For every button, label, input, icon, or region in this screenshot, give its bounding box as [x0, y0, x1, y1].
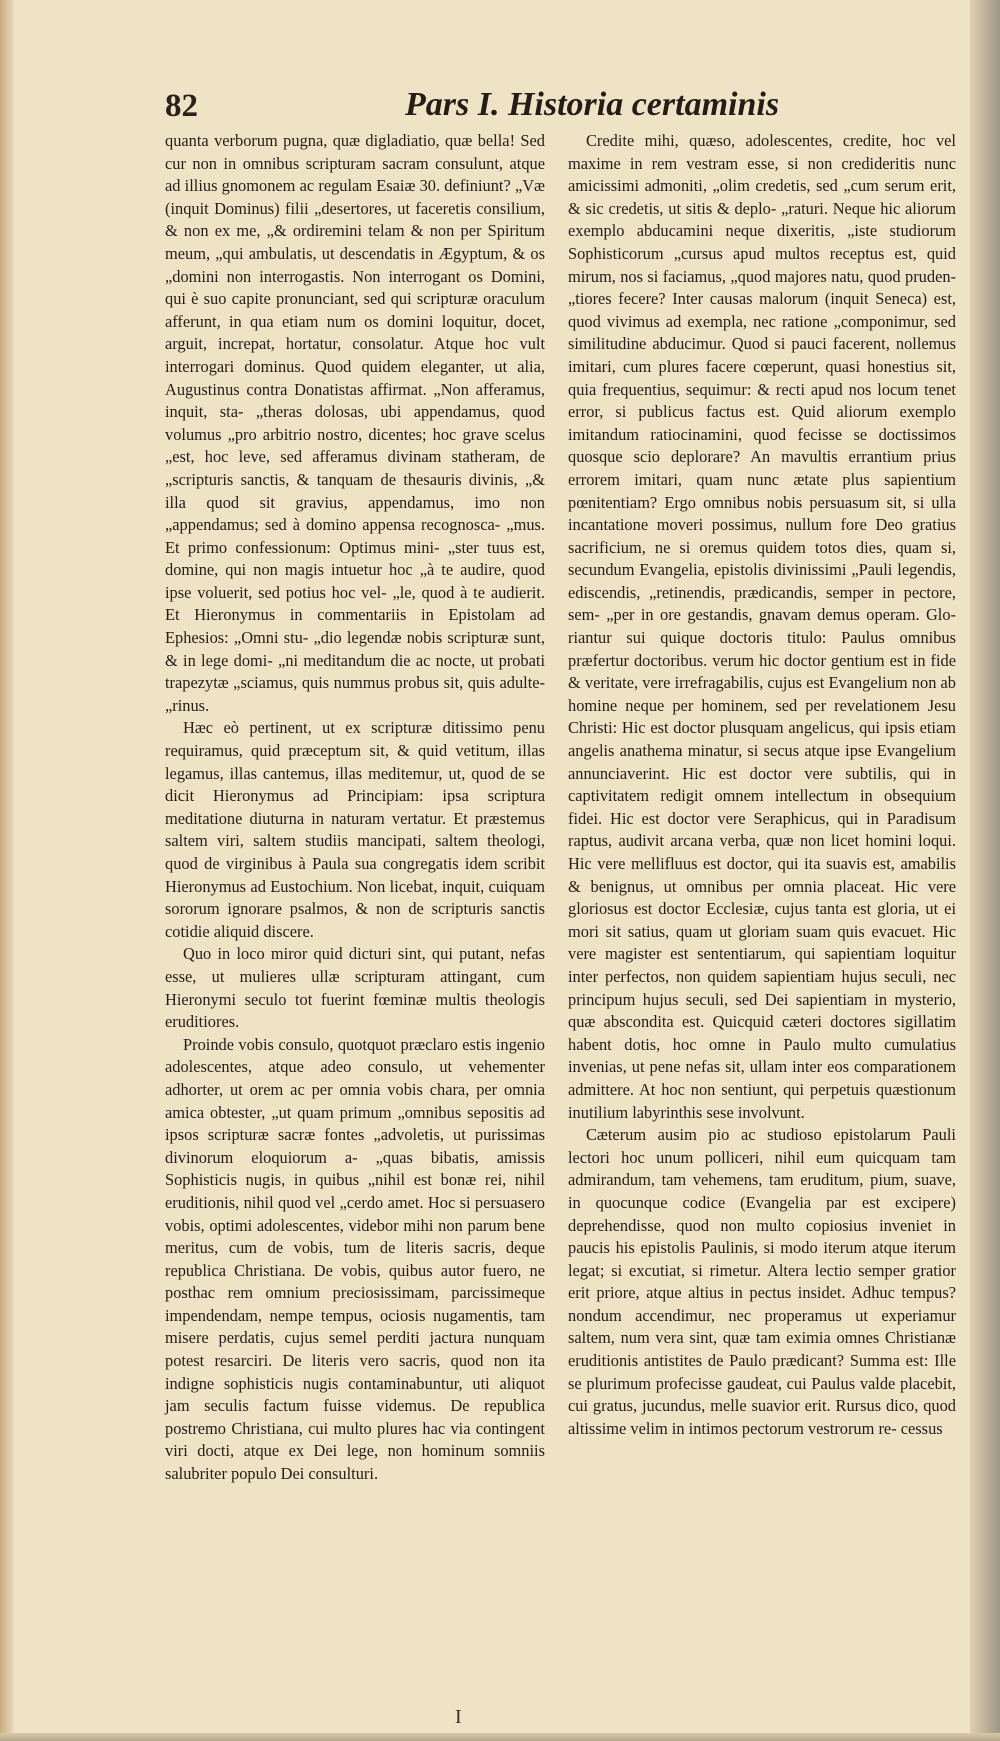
- paragraph: Hæc eò pertinent, ut ex scripturæ ditissimo penu requiramus, quid præceptum sit, & quid vetitum, illas legamus, illas cantemus, illas meditemur, ut, quod de se dicit Hieronymus ad Principiam: ipsa scriptura meditatione diuturna in naturam vertatur. Et præstemus saltem viri, saltem studiis mancipati, saltem theologi, quod de virginibus à Paula sua congregatis idem scribit Hieronymus ad Eustochium. Non licebat, inquit, cuiquam sororum ignorare psalmos, & non de scripturis sanctis cotidie aliquid discere.: [165, 718, 545, 941]
- paragraph: quanta verborum pugna, quæ digladiatio, quæ bella! Sed cur non in omnibus scripturam sacram consulunt, atque ad illius gnomonem ac regulam Esaiæ 30. definiunt? „Væ (inquit Dominus) filii „desertores, ut faceretis consilium, & non ex me, „& ordiremini telam & non per Spiritum meum, „qui ambulatis, ut descendatis in Ægyptum, & os „domini non interrogastis. Non interrogant os Domini, qui è suo capite pronunciant, sed qui scripturæ oraculum afferunt, in qua etiam num os domini loquitur, docet, arguit, increpat, hortatur, consolatur. Atque hoc vult interrogari dominus. Quod quidem eleganter, ut alia, Augustinus contra Donatistas affirmat. „Non afferamus, inquit, sta- „theras dolosas, ubi appendamus, quod volumus „pro arbitrio nostro, dicentes; hoc grave scelus „est, hoc leve, sed afferamus divinam statheram, de „scripturis sanctis, & tanquam de thesauris divinis, „& illa quod sit gravius, appendamus, imo non „appendamus; sed à domino appensa recognosca- „mus. Et primo confessionum: Optimus mini- „ster tuus est, domine, qui non magis intuetur hoc „à te audire, quod ipse voluerit, sed potius hoc vel- „le, quod à te audierit. Et Hieronymus in commentariis in Epistolam ad Ephesios: „Omni stu- „dio legendæ nobis scripturæ sunt, & in lege domi- „ni meditandum die ac nocte, ut probati trapezytæ „sciamus, quis nummus probus sit, quis adulte- „rinus.: [165, 131, 545, 715]
- page-left-edge: [0, 0, 14, 1741]
- page-right-edge: [970, 0, 1000, 1741]
- page-bottom-edge: [0, 1733, 1000, 1741]
- paragraph: Cæterum ausim pio ac studioso epistolarum Pauli lectori hoc unum polliceri, nihil eum quicquam tam admirandum, tam vehemens, tam eruditum, pium, suave, in quocunque codice (Evangelia par est excipere) deprehendisse, quod non multo copiosius inveniet in paucis his epistolis Paulinis, si modo iterum atque iterum legat; si excutiat, si rimetur. Altera lectio semper gratior erit priore, atque altius in pectus insidet. Adhuc tempus? nondum accendimur, nec properamus ut experiamur saltem, num vera sint, quæ tam eximia omnes Christianæ eruditionis antistites de Paulo prædicant? Summa est: Ille se plurimum profecisse gaudeat, cui Paulus valde placebit, cui gratus, jucundus, melle suavior erit. Rursus dico, quod altissime velim in intimos pectorum vestrorum re- cessus: [568, 1125, 956, 1438]
- right-text-column: [568, 130, 956, 1440]
- paragraph: Credite mihi, quæso, adolescentes, credite, hoc vel maxime in rem vestram esse, si non credideritis nunc amicissimi admoniti, „olim credetis, sed „cum serum erit, & sic credetis, ut sitis & deplo- „raturi. Neque hic aliorum exemplo abducamini neque dixeritis, „iste studiorum Sophisticorum „cursus apud multos receptus est, quid mirum, nos si faciamus, „quod majores natu, quod pruden- „tiores fecere? Inter causas malorum (inquit Seneca) est, quod vivimus ad exempla, nec ratione „componimur, sed similitudine abducimur. Quod si pauci facerent, nollemus imitari, cum plures facere cœperunt, quasi honestius sit, quia frequentius, sequimur: & recti apud nos locum tenet error, si publicus factus est. Quid aliorum exemplo imitandum ratiocinamini, quod fecisse se doctissimos quosque scio deplorare? An mavultis errantium prius errorem imitari, quam nunc ætate plus sapientium pœnitentiam? Ergo omnibus nobis persuasum sit, si ulla incantatione moveri possimus, nullum fore Deo gratius sacrificium, ne si oremus quidem totos dies, quam si, secundum Evangelia, epistolis divinissimi „Pauli legendis, ediscendis, „retinendis, prædicandis, semper in pectore, sem- „per in ore gestandis, gnavam demus operam. Glo- riantur sui quique doctoris titulo: Paulus omnibus præfertur doctoribus. verum hic doctor gentium est in fide & veritate, vere irrefragabilis, cujus est Evangelium non ab homine neque per hominem, sed per revelationem Jesu Christi: Hic est doctor plusquam angelicus, qui ipsis etiam angelis anathema minatur, si secus atque ipse Evangelium annunciaverint. Hic est doctor vere subtilis, qui in captivitatem redigit omnem intellectum in obsequium fidei. Hic est doctor vere Seraphicus, qui in Paradisum raptus, audivit arcana verba, quæ non licet homini loqui. Hic vere mellifluus est doctor, qui ita suavis est, amabilis & benignus, ut omnibus per omnia placeat. Hic vere gloriosus est doctor Ecclesiæ, cujus tanta est gloria, ut ei mori sit satius, quam ut gloriam suam quis evacuet. Hic vere magister est sententiarum, qui sapientiam loquitur inter perfectos, non quidem sapientiam hujus seculi, nec principum hujus seculi, sed Dei sapientiam in mysterio, quæ abscondita est. Quicquid cæteri doctores sigillatim habent dotis, hoc omne in Paulo multo cumulatius invenias, ut pene nefas sit, ullam inter eos comparationem admittere. At hoc non sentiunt, qui perpetuis quæstionum inutilium labyrinthis sese involvunt.: [568, 131, 956, 1122]
- paragraph: Quo in loco miror quid dicturi sint, qui putant, nefas esse, ut mulieres ullæ scripturam attingant, cum Hieronymi seculo tot fuerint fœminæ multis theologis eruditiores.: [165, 944, 545, 1032]
- running-title: Pars I. Historia certaminis: [405, 86, 780, 123]
- paragraph: Proinde vobis consulo, quotquot præclaro estis ingenio adolescentes, atque adeo consulo, ut vehementer adhorter, ut orem ac per omnia vobis chara, per omnia amica obtester, „ut quam primum „omnibus sepositis ad ipsos scripturæ sacræ fontes „advoletis, ut purissimas divinorum eloquiorum a- „quas bibatis, amissis Sophisticis nugis, in quibus „nihil est bonæ rei, nihil eruditionis, nihil quod vel „cerdo amet. Hoc si persuasero vobis, optimi adolescentes, videbor mihi non parum bene meritus, cum de vobis, tum de literis sacris, deque republica Christiana. De vobis, quibus autor fuero, ne posthac rem omnium preciosissimam, parcissimeque impendendam, nempe tempus, ociosis nugamentis, tam misere perdatis, cujus semel perditi jactura nunquam potest resarciri. De literis vero sacris, quod non ita indigne sophisticis nugis contaminabuntur, uti aliquot jam seculis factum fuisse videmus. De republica postremo Christiana, cui multo plures hac via contingent viri docti, atque ex Dei lege, non hominum somniis salubriter populo Dei consulturi.: [165, 1034, 545, 1484]
- signature-mark: I: [455, 1706, 462, 1728]
- page-number: 82: [165, 88, 198, 124]
- page-header: [160, 80, 860, 130]
- left-text-column: [165, 130, 545, 1486]
